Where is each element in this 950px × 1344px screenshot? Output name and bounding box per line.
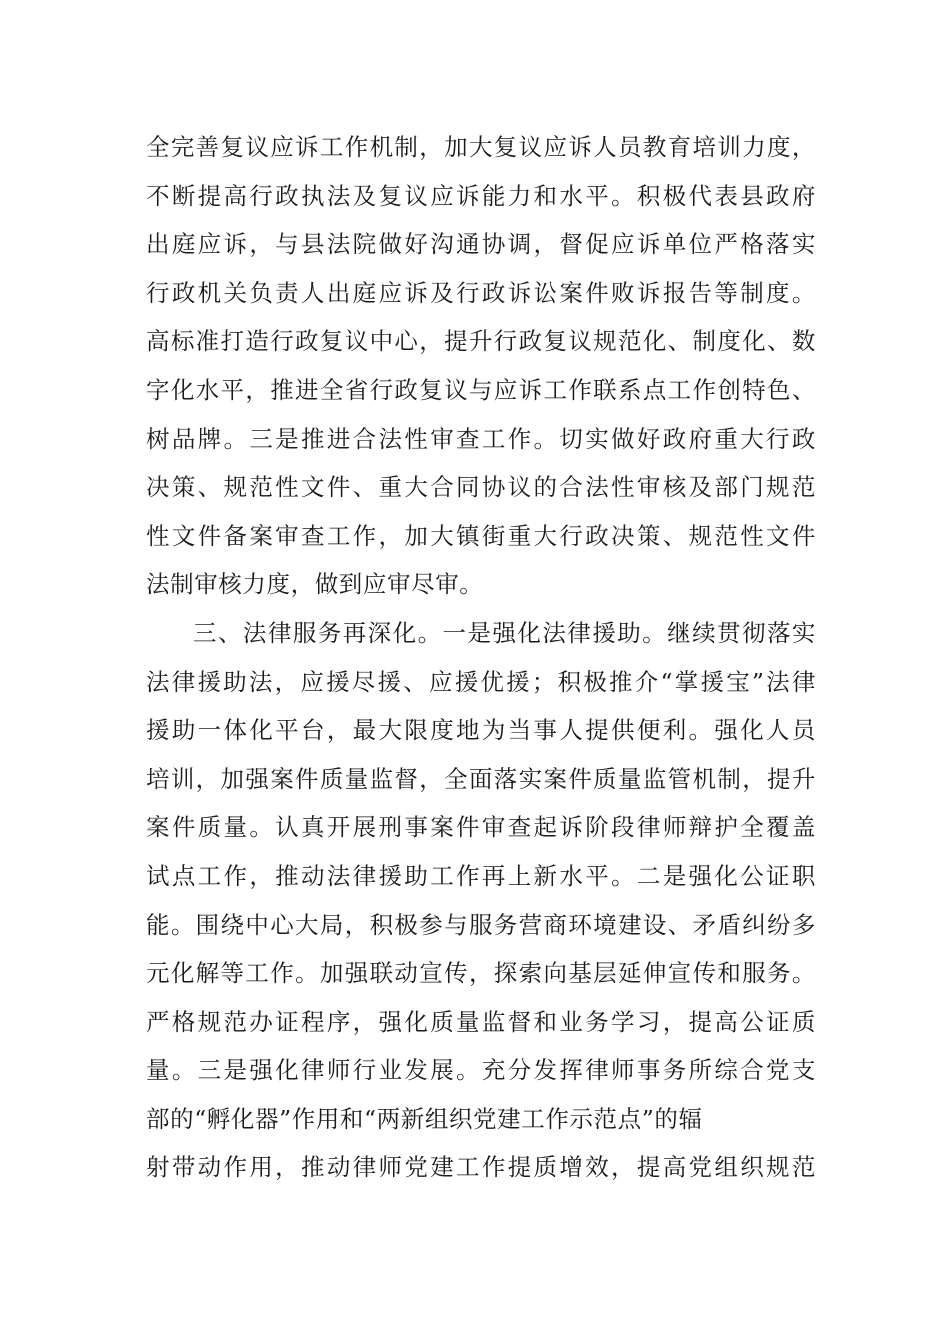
text-line: 决策、规范性文件、重大合同协议的合法性审核及部门规范: [146, 473, 816, 502]
text-line: 性文件备案审查工作，加大镇街重大行政决策、规范性文件: [146, 521, 816, 550]
text-line: 行政机关负责人出庭应诉及行政诉讼案件败诉报告等制度。: [146, 278, 816, 307]
text-line: 出庭应诉，与县法院做好沟通协调，督促应诉单位严格落实: [146, 230, 816, 259]
text-line: 培训，加强案件质量监督，全面落实案件质量监管机制，提升: [146, 764, 816, 793]
text-line: 援助一体化平台，最大限度地为当事人提供便利。强化人员: [146, 716, 816, 745]
text-line: 能。围绕中心大局，积极参与服务营商环境建设、矛盾纠纷多: [146, 910, 816, 939]
text-line: 部的“孵化器”作用和“两新组织党建工作示范点”的辐: [146, 1104, 703, 1133]
text-line: 试点工作，推动法律援助工作再上新水平。二是强化公证职: [146, 861, 816, 890]
text-line: 法律援助法，应援尽援、应援优援；积极推介“掌援宝”法律: [146, 667, 816, 696]
text-line: 案件质量。认真开展刑事案件审查起诉阶段律师辩护全覆盖: [146, 813, 816, 842]
document-body: [146, 123, 816, 1192]
section-heading-line: 三、法律服务再深化。一是强化法律援助。继续贯彻落实: [193, 618, 816, 647]
text-line: 不断提高行政执法及复议应诉能力和水平。积极代表县政府: [146, 181, 816, 210]
text-line: 元化解等工作。加强联动宣传，探索向基层延伸宣传和服务。: [146, 959, 816, 988]
text-line: 射带动作用，推动律师党建工作提质增效，提高党组织规范: [146, 1153, 816, 1182]
text-line: 树品牌。三是推进合法性审查工作。切实做好政府重大行政: [146, 424, 816, 453]
text-line-paragraph-end: 法制审核力度，做到应审尽审。: [146, 570, 484, 599]
text-line: 字化水平，推进全省行政复议与应诉工作联系点工作创特色、: [146, 375, 816, 404]
text-line: 全完善复议应诉工作机制，加大复议应诉人员教育培训力度，: [146, 133, 816, 161]
text-line: 量。三是强化律师行业发展。充分发挥律师事务所综合党支: [146, 1056, 816, 1085]
text-line: 高标准打造行政复议中心，提升行政复议规范化、制度化、数: [146, 327, 816, 356]
text-line: 严格规范办证程序，强化质量监督和业务学习，提高公证质: [146, 1007, 816, 1036]
